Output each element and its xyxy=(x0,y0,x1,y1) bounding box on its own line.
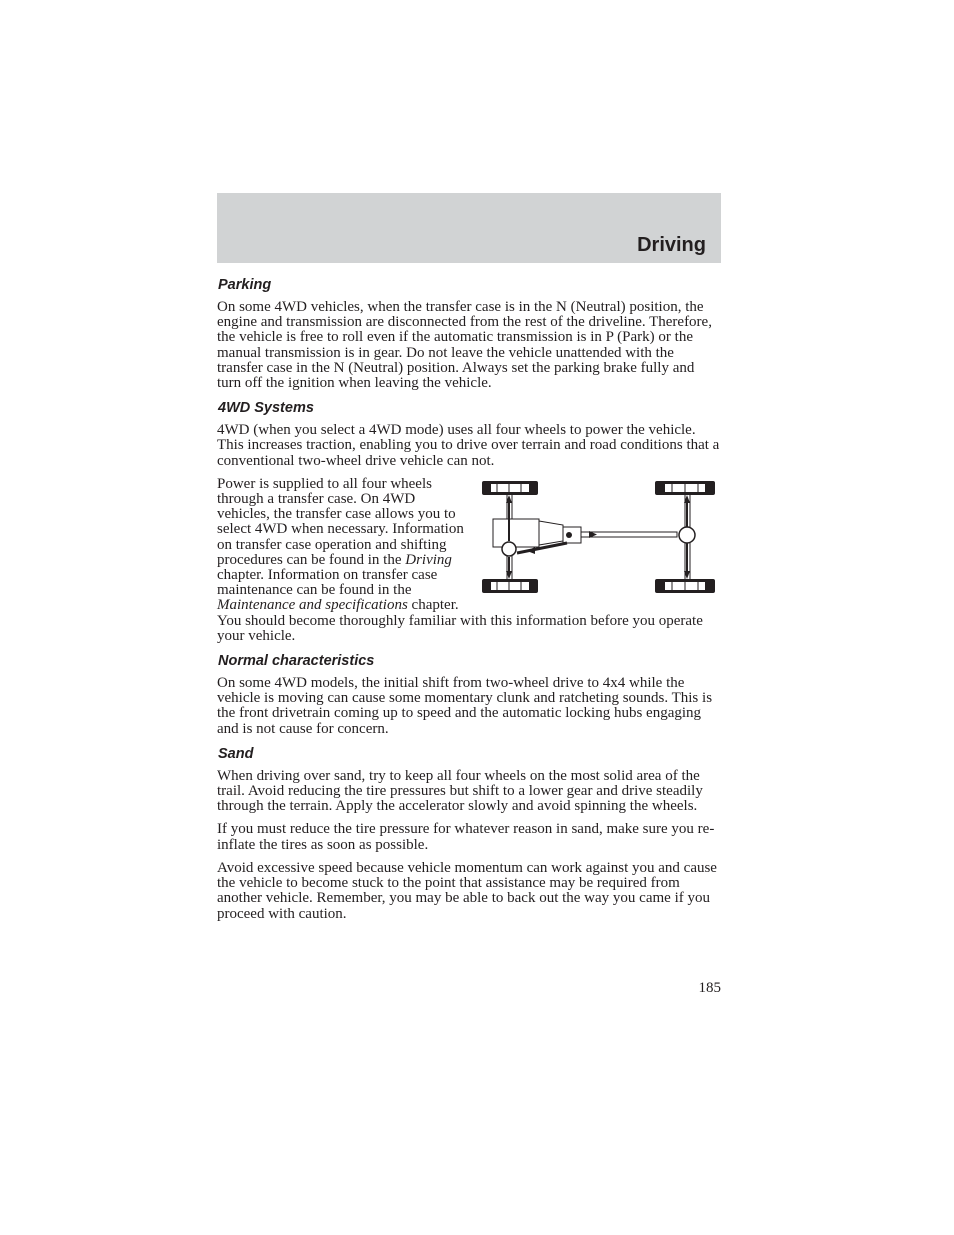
section-heading-4wd-systems: 4WD Systems xyxy=(218,400,314,417)
text-run: chapter. Information on transfer case maintenance can be found in the xyxy=(217,567,438,599)
rear-right-tire xyxy=(655,579,715,593)
rear-differential xyxy=(679,527,695,543)
4wd-systems-paragraph-1: 4WD (when you select a 4WD mode) uses all four wheels to power the vehicle. This increases traction, enabling you to drive over terrain and road conditions that a conventional two-wheel drive vehicle can not. xyxy=(217,422,720,469)
front-left-tire xyxy=(482,481,538,495)
front-right-tire xyxy=(482,579,538,593)
chapter-reference-driving: Driving xyxy=(405,551,452,568)
page-content xyxy=(217,276,721,930)
rear-left-tire xyxy=(655,481,715,495)
drivetrain-illustration xyxy=(479,477,719,597)
sand-paragraph-2: If you must reduce the tire pressure for whatever reason in sand, make sure you re-inflate the tires as soon as possible. xyxy=(217,821,715,853)
4wd-systems-block xyxy=(217,477,721,644)
sand-paragraph-3: Avoid excessive speed because vehicle momentum can work against you and cause the vehicle to become stuck to the point that assistance may be required from another vehicle. Remember, you may be able to back out the way you came if you proceed with caution. xyxy=(217,859,717,922)
text-run: chapter. You should become thoroughly familiar with this information before you operate your vehicle. xyxy=(217,597,703,644)
normal-characteristics-paragraph: On some 4WD models, the initial shift from two-wheel drive to 4x4 while the vehicle is moving can cause some momentary clunk and ratcheting sounds. This is the front drivetrain coming up to speed and the automatic locking hubs engaging and is not cause for concern. xyxy=(217,675,713,737)
section-heading-sand: Sand xyxy=(218,745,254,762)
front-differential xyxy=(502,542,516,556)
sand-paragraph-1: When driving over sand, try to keep all four wheels on the most solid area of the trail. Avoid reducing the tire pressures but shift to a lower gear and drive steadily through the terrain. Apply the accelerator slowly and avoid spinning the wheels. xyxy=(217,767,703,815)
section-heading-normal-characteristics: Normal characteristics xyxy=(218,653,375,670)
section-heading-parking: Parking xyxy=(218,277,272,293)
page-number: 185 xyxy=(698,980,721,996)
text-run: Power is supplied to all four wheels through a transfer case. On 4WD vehicles, the transfer case allows you to select 4WD when necessary. Information on transfer case operation and shifting procedures can be found in the xyxy=(217,475,464,568)
chapter-header-band xyxy=(217,193,721,263)
engine-block xyxy=(493,519,539,547)
transmission xyxy=(539,521,563,545)
parking-paragraph: On some 4WD vehicles, when the transfer case is in the N (Neutral) position, the engine and transmission are disconnected from the rest of the driveline. Therefore, the vehicle is free to roll even if the automatic transmission is in P (Park) or the manual transmission is in gear. Do not leave the vehicle unattended with the transfer case in the N (Neutral) position. Always set the parking brake fully and turn off the ignition when leaving the vehicle. xyxy=(217,299,712,392)
chapter-title: Driving xyxy=(637,234,706,256)
chapter-reference-maintenance: Maintenance and specifications xyxy=(217,597,408,614)
drivetrain-diagram xyxy=(479,477,719,597)
